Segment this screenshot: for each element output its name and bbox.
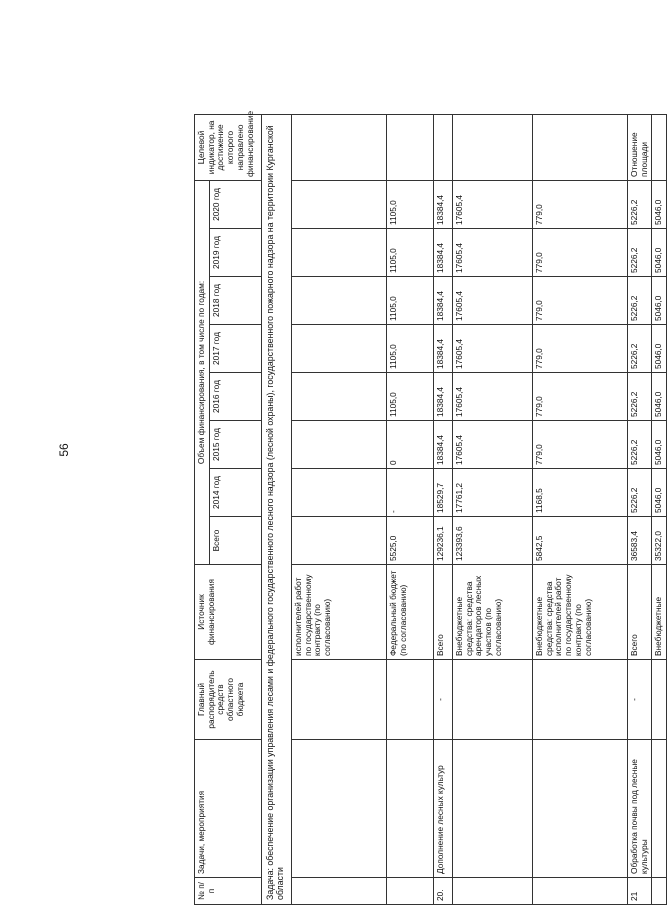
row-number: 20.	[434, 878, 453, 905]
row-manager	[387, 660, 434, 740]
row-value: 5226,2	[628, 277, 652, 325]
row-value: 5046,0	[652, 180, 667, 228]
header-col-indicator: Целевой индикатор, на достижение которого направлено финансирование	[195, 114, 262, 180]
row-value: 18384,4	[434, 277, 453, 325]
header-year: 2019 год	[210, 229, 262, 277]
row-indicator	[292, 114, 387, 180]
header-row	[195, 114, 210, 904]
row-manager: -	[628, 660, 652, 740]
header-col-number: № п/п	[195, 878, 262, 905]
row-manager: -	[434, 660, 453, 740]
row-value: 5046,0	[652, 325, 667, 373]
row-value: 1105,0	[387, 277, 434, 325]
row-value	[292, 277, 387, 325]
page-number: 56	[57, 443, 71, 457]
row-value: 5046,0	[652, 469, 667, 517]
row-value: 5226,2	[628, 229, 652, 277]
rotated-table-container	[194, 110, 664, 905]
row-value: 5046,0	[652, 229, 667, 277]
row-indicator	[533, 114, 628, 180]
row-value: 5226,2	[628, 421, 652, 469]
row-value: 5046,0	[652, 277, 667, 325]
row-indicator	[453, 114, 533, 180]
row-name	[453, 740, 533, 878]
row-value: 17605,4	[453, 421, 533, 469]
row-value: 5226,2	[628, 180, 652, 228]
table-row	[533, 114, 628, 904]
task-description: Задача: обеспечение организации управления лесами и федерального государственного лесного надзора (лесной охраны), государственного пожарного надзора на территории Курганской области	[262, 114, 292, 904]
row-manager	[652, 660, 667, 740]
row-name: Обработка почвы под лесные культуры	[628, 740, 652, 878]
row-value: 17761,2	[453, 469, 533, 517]
row-value	[292, 469, 387, 517]
row-source: Всего	[628, 565, 652, 660]
row-value: 18529,7	[434, 469, 453, 517]
row-source: Федеральный бюджет (по согласованию)	[387, 565, 434, 660]
row-indicator	[387, 114, 434, 180]
row-value: 0	[387, 421, 434, 469]
table-row	[434, 114, 453, 904]
row-value	[292, 180, 387, 228]
row-value: 18384,4	[434, 421, 453, 469]
row-manager	[453, 660, 533, 740]
row-source: Внебюджетные средства: средства исполнителей работ по государственному контракту (по согласованию)	[533, 565, 628, 660]
header-col-total: Всего	[210, 517, 262, 565]
row-value: 17605,4	[453, 180, 533, 228]
row-indicator	[652, 114, 667, 180]
header-year: 2015 год	[210, 421, 262, 469]
row-value	[292, 373, 387, 421]
row-number	[533, 878, 628, 905]
row-number	[292, 878, 387, 905]
row-manager	[292, 660, 387, 740]
row-number: 21	[628, 878, 652, 905]
row-value: 1105,0	[387, 180, 434, 228]
header-year: 2016 год	[210, 373, 262, 421]
row-value: 779,0	[533, 229, 628, 277]
row-total: 5842,5	[533, 517, 628, 565]
row-number	[387, 878, 434, 905]
header-year: 2020 год	[210, 180, 262, 228]
row-value: 5226,2	[628, 469, 652, 517]
row-value: 779,0	[533, 325, 628, 373]
row-value: 1105,0	[387, 229, 434, 277]
header-col-manager: Главный распорядитель средств областного бюджета	[195, 660, 262, 740]
header-col-source: Источник финансирования	[195, 565, 262, 660]
row-value: 5046,0	[652, 421, 667, 469]
row-value: 17605,4	[453, 277, 533, 325]
row-value: 779,0	[533, 373, 628, 421]
row-indicator: Отношение площади	[628, 114, 652, 180]
table-row	[652, 114, 667, 904]
row-total: 123393,6	[453, 517, 533, 565]
row-number	[453, 878, 533, 905]
row-value	[292, 325, 387, 373]
row-value: 5226,2	[628, 373, 652, 421]
row-value	[292, 421, 387, 469]
row-value	[292, 229, 387, 277]
row-total: 5525,0	[387, 517, 434, 565]
row-value: 18384,4	[434, 229, 453, 277]
row-source: исполнителей работ по государственному контракту (по согласованию)	[292, 565, 387, 660]
row-name: Дополнение лесных культур	[434, 740, 453, 878]
header-year: 2014 год	[210, 469, 262, 517]
header-year: 2018 год	[210, 277, 262, 325]
row-name	[652, 740, 667, 878]
row-number	[652, 878, 667, 905]
row-indicator	[434, 114, 453, 180]
row-value: 5226,2	[628, 325, 652, 373]
row-value: 779,0	[533, 421, 628, 469]
row-value: 779,0	[533, 277, 628, 325]
row-source: Внебюджетные средства: средства арендаторов лесных участков (по согласованию)	[453, 565, 533, 660]
row-value: 17605,4	[453, 229, 533, 277]
header-year: 2017 год	[210, 325, 262, 373]
row-name	[292, 740, 387, 878]
row-source: Всего	[434, 565, 453, 660]
row-value: 18384,4	[434, 373, 453, 421]
row-value: 17605,4	[453, 373, 533, 421]
row-source: Внебюджетные	[652, 565, 667, 660]
table-row	[628, 114, 652, 904]
row-total: 129236,1	[434, 517, 453, 565]
row-value: 17605,4	[453, 325, 533, 373]
row-value: 1105,0	[387, 373, 434, 421]
row-value: 1105,0	[387, 325, 434, 373]
row-manager	[533, 660, 628, 740]
row-total	[292, 517, 387, 565]
row-value: 18384,4	[434, 180, 453, 228]
row-total: 36583,4	[628, 517, 652, 565]
row-value: -	[387, 469, 434, 517]
header-col-volume: Объем финансирования, в том числе по годам:	[195, 180, 210, 564]
row-value: 1168,5	[533, 469, 628, 517]
row-value: 779,0	[533, 180, 628, 228]
task-row	[262, 114, 292, 904]
table-row	[453, 114, 533, 904]
row-value: 5046,0	[652, 373, 667, 421]
table-row	[387, 114, 434, 904]
row-value: 18384,4	[434, 325, 453, 373]
row-name	[533, 740, 628, 878]
financing-table	[194, 110, 667, 905]
table-row	[292, 114, 387, 904]
header-col-task: Задачи, мероприятия	[195, 740, 262, 878]
row-total: 35322,0	[652, 517, 667, 565]
row-name	[387, 740, 434, 878]
